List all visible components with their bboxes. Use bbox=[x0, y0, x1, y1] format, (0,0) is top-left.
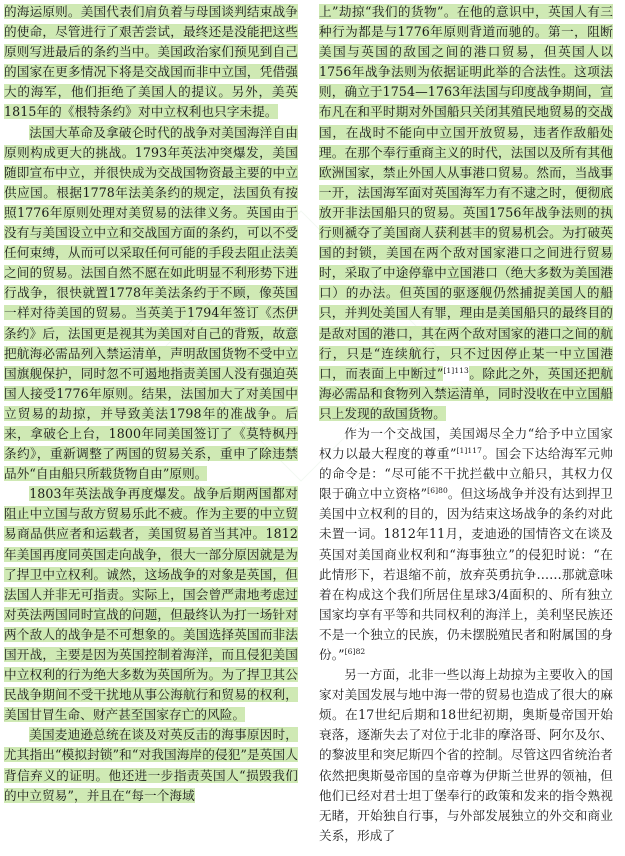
paragraph bbox=[319, 2, 613, 424]
text-run: 。国会下达给海军元帅的命令是：“尽可能不干扰拦截中立船只，其权力仅限于确立中立资格” bbox=[319, 446, 614, 502]
text-run: 法国大革命及拿破仑时代的战争对美国海洋自由原则构成更大的挑战。1793年英法冲突爆发，美国随即宣布中立，并很快成为交战国物资最主要的中立供应国。根据1778年法美条约的规定，法国负有按照1776年原则处理对美贸易的法律义务。英国由于没有与美国设立中立和交战国方面的条约，可以不受任何束缚，从而可以采取任何可能的手段去阻止法美之间的贸易。法国自然不愿在如此明显不利形势下进行战争，很快就置1778年美法条约于不顾，像英国一样对待美国的贸易。当英美于1794年签订《杰伊条约》后，法国更是视其为美国对自己的背叛，故意把航海必需品列入禁运清单，声明敌国货物不受中立国旗舰保护，同时忽不可遏地指责美国人没有强迫英国人接受1776年原则。结果，法国加大了对美国中立贸易的劫掠，并导致美法1798年的准战争。后来，拿破仑上台，1800年同美国签订了《莫特枫丹条约》，重新调整了两国的贸易关系，重申了除违禁品外“自由船只所载货物自由”原则。 bbox=[4, 124, 298, 482]
citation-ref: [1]117 bbox=[456, 446, 483, 456]
text-run: 。除此之外，英国还把航海必需品和食物列入禁运清单，同时没收在中立国船只上发现的敌国货物。 bbox=[319, 365, 613, 421]
text-run: 美国麦迪逊总统在谈及对英反击的海事原因时，尤其指出“模拟封锁”和“对我国海岸的侵犯”是英国人背信弃义的证明。他还进一步指责英国人“损毁我们的中立贸易”，并且在“每一个海域 bbox=[4, 727, 298, 803]
citation-ref: [6]80 bbox=[427, 486, 448, 496]
paragraph bbox=[319, 424, 613, 665]
text-run: 另一方面，北非一些以海上劫掠为主要收入的国家对美国发展与地中海一带的贸易也造成了很大的麻烦。在17世纪后期和18世纪初期，奥斯曼帝国开始衰落，逐渐失去了对位于北非的摩洛哥、阿尔及尔、的黎波里和突尼斯四个省的控制。尽管这四省统治者依然把奥斯曼帝国的皇帝尊为伊斯兰世界的领袖，但他们已经对君士坦丁堡奉行的政策和发来的指令熟视无睹，开始独自行事，与外部发展独立的外交和商业关系，形成了 bbox=[319, 667, 613, 843]
paragraph bbox=[4, 484, 298, 725]
citation-ref: [6]82 bbox=[344, 647, 366, 656]
text-run: 的海运原则。美国代表们肩负着与母国谈判结束战争的使命，尽管进行了艰苦尝试，最终还是没能把这些原则写进最后的条约当中。美国政治家们预见到自己的国家在更多情况下将是交战国而非中立国，凭借强大的海军，他们拒绝了美国人的提议。另外，美英1815年的《根特条约》对中立权利也只字未提。 bbox=[4, 4, 298, 120]
text-run: 上”劫掠“我们的货物”。在他的意识中，英国人有三种行为都是与1776年原则背道而驰的。第一，阻断美国与英国的敌国之间的港口贸易，但英国人以1756年战争法则为依据证明此举的合法性。这项法则，确立于1754—1763年法国与印度战争期间，宣布凡在和平时期对外国船只关闭其殖民地贸易的交战国，在战时不能向中立国开放贸易，违者作敌船处理。在那个奉行重商主义的时代，法国以及所有其他欧洲国家，禁止外国人从事港口贸易。然而，当战事一开，法国海军面对英国海军力有不逮之时，便彻底放开非法国船只的贸易。英国1756年战争法则的执行则褫夺了美国商人获利甚丰的贸易机会。为打破英国的封锁，美国在两个敌对国家港口之间进行贸易时，采取了中途停靠中立国港口（绝大多数为美国港口）的办法。但英国的驱逐舰仍然捕捉美国人的船只，并判处美国人有罪，理由是美国船只的最终目的是敌对国的港口，其在两个敌对国家的港口之间的航行，只是“连续航行，只不过因停止某一中立国港口，而表面上中断过” bbox=[319, 4, 613, 381]
citation-ref: [1]113 bbox=[443, 365, 469, 375]
text-run: 作为一个交战国，美国竭尽全力“给予中立国家权力以最大程度的尊重” bbox=[319, 425, 613, 462]
left-column bbox=[4, 2, 298, 806]
paragraph bbox=[319, 665, 613, 846]
text-run: 1803年英法战争再度爆发。战争后期两国都对阻止中立国与敌方贸易乐此不疲。作为主要的中立贸易商品供应者和运载者，美国贸易首当其冲。1812年美国再度同英国走向战争，很大一部分原因就是为了捍卫中立权利。诚然，这场战争的对象是英国，但法国人并非无可指责。实际上，国会曾严肃地考虑过对英法两国同时宣战的问题，但最终认为打一场针对两个敌人的战争是不可想象的。美国选择英国而非法国开战，主要是因为英国控制着海洋，而且侵犯美国中立权利的行为绝大多数为英国所为。为了捍卫其公民战争期间不受干扰地从事公海航行和贸易的权利，美国甘冒生命、财产甚至国家存亡的风险。 bbox=[4, 486, 298, 723]
text-run: 。但这场战争并没有达到捍卫美国中立权利的目的，因为结束这场战争的条约对此未置一词。1812年11月，麦迪逊的国情咨文在谈及英国对美国商业权利和“海事独立”的侵犯时说：“在此情形下，若退缩不前，放弃英勇抗争……那就意味着在构成这个我们所居住星球3/4面积的、所有独立国家均享有平等和共同权利的海洋上，美利坚民族还不是一个独立的民族，仍未摆脱殖民者和附属国的身份。” bbox=[319, 486, 613, 662]
right-column bbox=[319, 2, 613, 846]
paragraph bbox=[4, 2, 298, 123]
paragraph bbox=[4, 725, 298, 805]
paragraph bbox=[4, 123, 298, 485]
